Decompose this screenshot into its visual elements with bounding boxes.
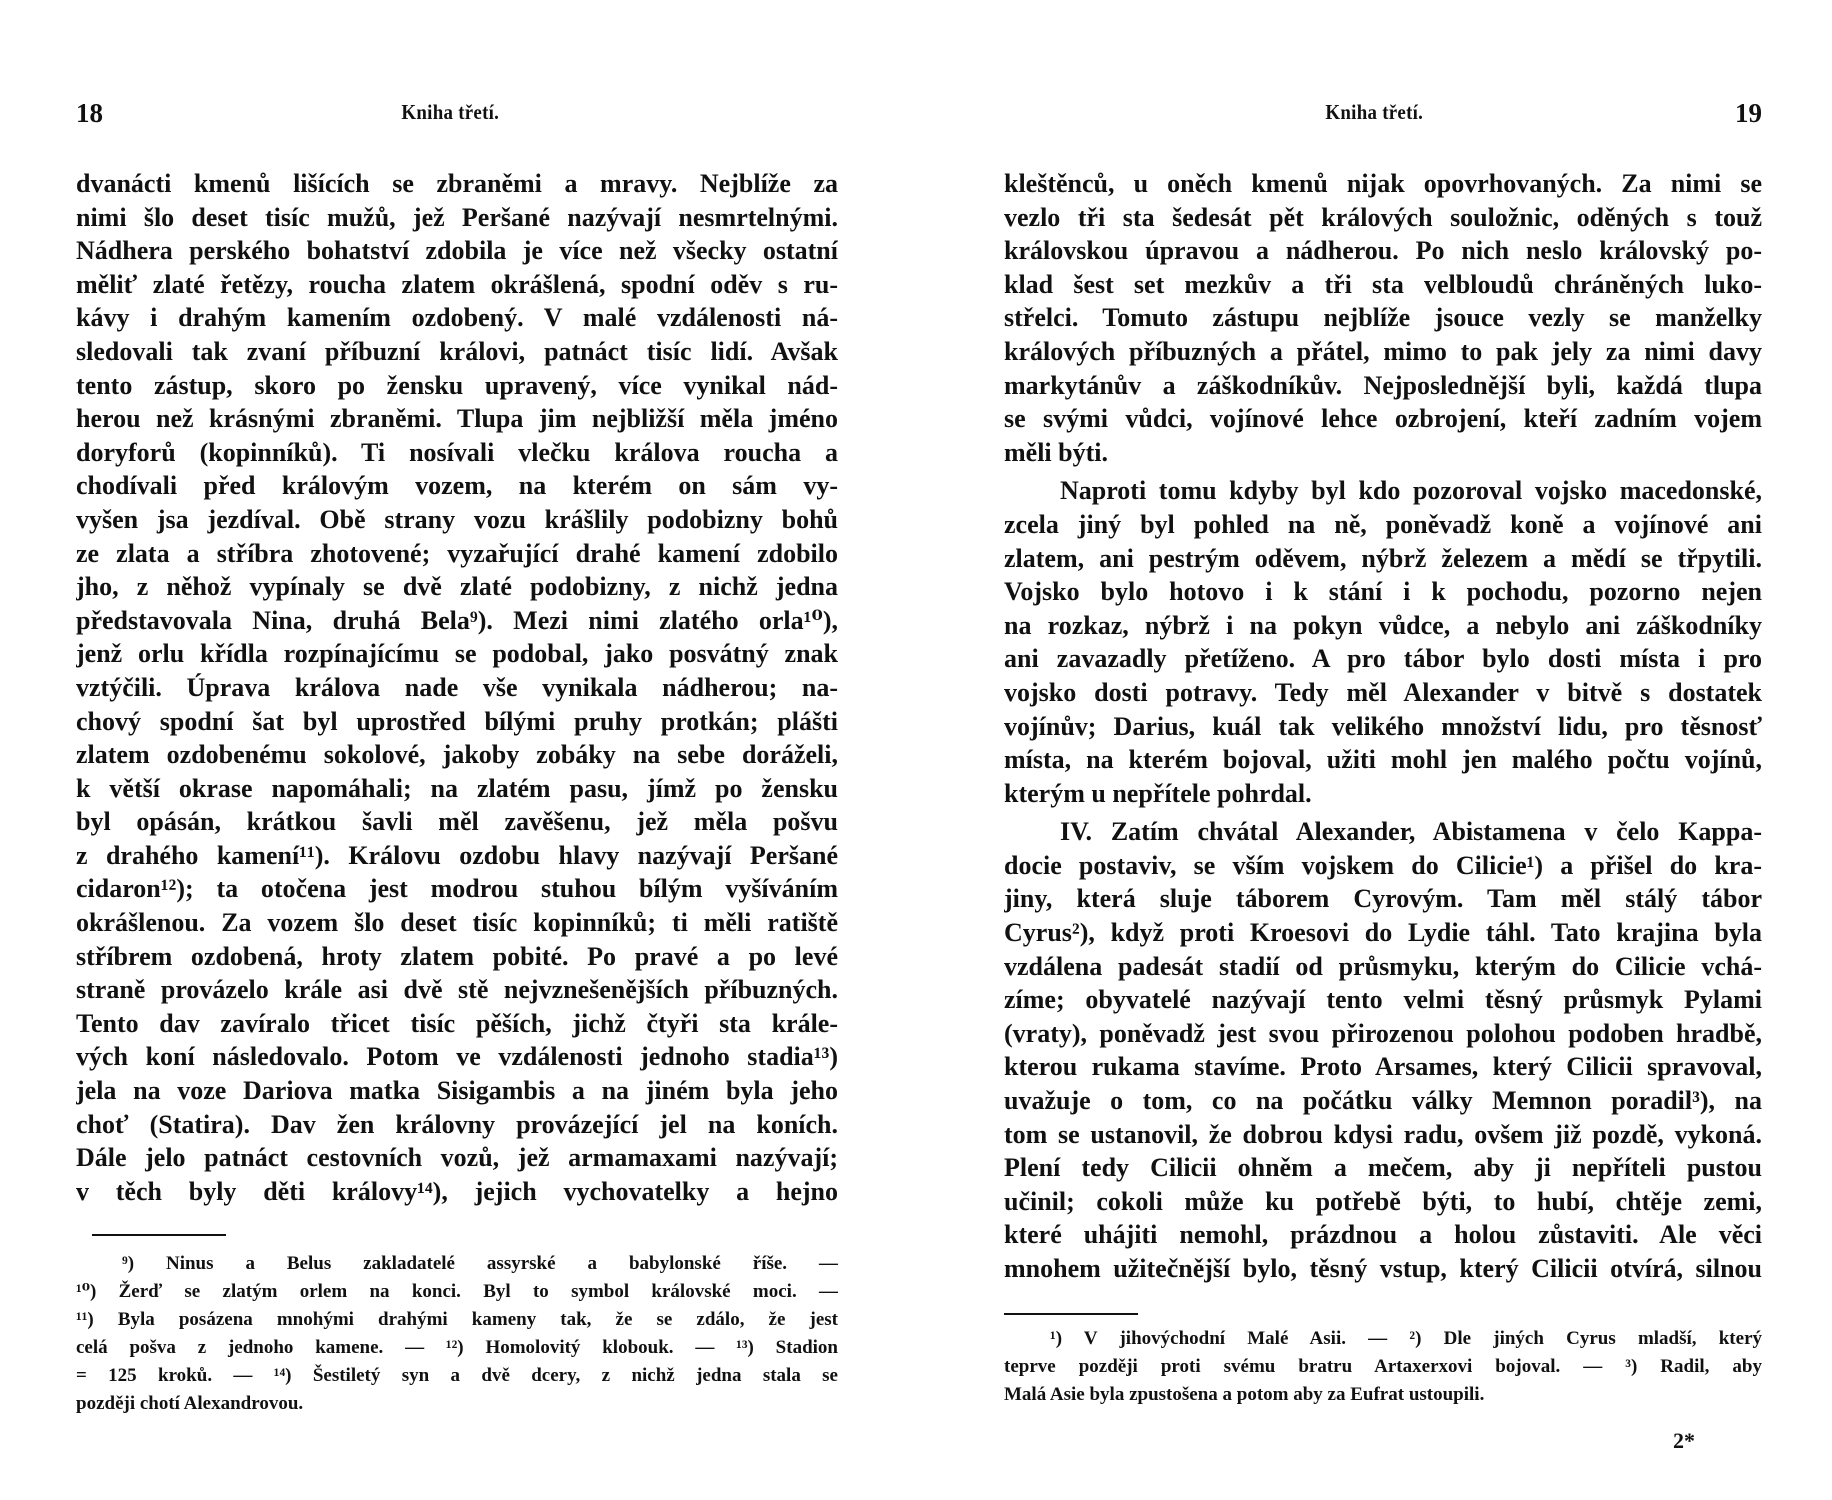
paragraph	[76, 167, 838, 1208]
footnote-line: ¹) V jihovýchodní Malé Asii. — ²) Dle jiných Cyrus mladší, který	[1050, 1328, 1762, 1349]
text-line: Dále jelo patnáct cestovních vozů, jež armamaxami nazývají;	[76, 1143, 838, 1173]
text-line: jho, z něhož vypínaly se dvě zlaté podobizny, z nichž jedna	[76, 572, 838, 602]
text-line: Vojsko bylo hotovo i k stání i k pochodu, pozorno nejen	[1004, 577, 1762, 607]
text-line: z drahého kamení¹¹). Královu ozdobu hlavy nazývají Peršané	[76, 840, 838, 870]
text-line: straně provázelo krále asi dvě stě nejvznešenějších příbuzných.	[76, 975, 838, 1005]
text-line: zlatem, ani pestrým oděvem, nýbrž železem a mědí se třpytili.	[1004, 543, 1762, 573]
body-text	[76, 167, 838, 1208]
text-line: místa, na kterém bojoval, užiti mohl jen malého počtu vojínů,	[1004, 745, 1762, 775]
footnote-line: celá pošva z jednoho kamene. — ¹²) Homolovitý klobouk. — ¹³) Stadion	[76, 1337, 838, 1358]
text-line: Tento dav zavíralo třicet tisíc pěších, jichž čtyři sta krále-	[76, 1008, 838, 1038]
text-line: dvanácti kmenů lišících se zbraněmi a mravy. Nejblíže za	[76, 169, 838, 198]
text-line: v těch byly děti královy¹⁴), jejich vychovatelky a hejno	[76, 1176, 838, 1206]
text-line: královskou úpravou a nádherou. Po nich neslo královský po-	[1004, 236, 1762, 266]
footnote-line: ¹¹) Byla posázena mnohými drahými kameny tak, že se zdálo, že jest	[76, 1309, 838, 1330]
text-line: IV. Zatím chvátal Alexander, Abistamena v čelo Kappa-	[1060, 817, 1762, 847]
text-line: klad šest set mezkův a tři sta velbloudů chráněných luko-	[1004, 269, 1762, 299]
text-line: učinil; cokoli může ku potřebě býti, to hubí, chtěje zemi,	[1004, 1186, 1762, 1216]
text-line: zlatem ozdobenému sokolové, jakoby zobáky na sebe doráželi,	[76, 740, 838, 770]
body-text	[1004, 167, 1762, 1286]
text-line: tento zástup, skoro po žensku upravený, více vynikal nád-	[76, 370, 838, 400]
text-line: choť (Statira). Dav žen královny provázející jel na koních.	[76, 1109, 838, 1139]
text-line: (vraty), poněvadž jest svou přirozenou polohou podoben hradbě,	[1004, 1018, 1762, 1048]
text-line: jenž orlu křídla rozpínajícímu se podobal, jako posvátný znak	[76, 639, 838, 669]
text-line: králových příbuzných a přátel, mimo to pak jely za nimi davy	[1004, 336, 1762, 366]
text-line: docie postaviv, se vším vojskem do Cilicie¹) a přišel do kra-	[1004, 850, 1762, 880]
footnotes	[1004, 1325, 1762, 1409]
text-line: chodívali před královým vozem, na kterém on sám vy-	[76, 471, 838, 501]
text-line: uvažuje o tom, co na počátku války Memnon poradil³), na	[1004, 1086, 1762, 1116]
text-line: herou než krásnými zbraněmi. Tlupa jim nejbližší měla jméno	[76, 404, 838, 434]
signature-mark: 2*	[1673, 1428, 1695, 1453]
text-line: okrášlenou. Za vozem šlo deset tisíc kopinníků; ti měli ratiště	[76, 908, 838, 938]
text-line: ze zlata a stříbra zhotovené; vyzařující drahé kamení zdobilo	[76, 538, 838, 568]
text-line: vztýčili. Úprava králova nade vše vynikala nádherou; na-	[76, 672, 838, 702]
text-line: střelci. Tomuto zástupu nejblíže jsouce vezly se manželky	[1004, 303, 1762, 333]
text-line: kterým u nepřítele pohrdal.	[1004, 778, 1312, 808]
footnote-line: Malá Asie byla zpustošena a potom aby za Eufrat ustoupili.	[1004, 1384, 1485, 1405]
text-line: chový spodní šat byl uprostřed bílými pruhy protkán; plášti	[76, 706, 838, 736]
text-line: Plení tedy Cilicii ohněm a mečem, aby ji nepříteli pustou	[1004, 1153, 1762, 1183]
text-line: jela na voze Dariova matka Sisigambis a na jiném byla jeho	[76, 1076, 838, 1106]
text-line: vých koní následovalo. Potom ve vzdálenosti jednoho stadia¹³)	[76, 1042, 838, 1072]
text-line: vojsko dosti potravy. Tedy měl Alexander v bitvě s dostatek	[1004, 677, 1762, 707]
page-number: 18	[76, 98, 103, 128]
text-line: vojínův; Darius, kuál tak velikého množství lidu, pro těsnosť	[1004, 711, 1762, 741]
text-line: představovala Nina, druhá Bela⁹). Mezi nimi zlatého orla¹⁰),	[76, 605, 838, 635]
footnote-line: později chotí Alexandrovou.	[76, 1393, 304, 1414]
text-line: k větší okrase napomáhali; na zlatém pasu, jímž po žensku	[76, 773, 838, 803]
text-line: doryforů (kopinníků). Ti nosívali vlečku králova roucha a	[76, 437, 838, 467]
footnote-line: ⁹) Ninus a Belus zakladatelé assyrské a babylonské říše. —	[122, 1253, 838, 1274]
text-line: jiny, která sluje táborem Cyrovým. Tam měl stálý tábor	[1004, 884, 1762, 914]
text-line: cidaron¹²); ta otočena jest modrou stuhou bílým vyšíváním	[76, 874, 838, 904]
text-line: kávy i drahým kamením ozdobený. V malé vzdálenosti ná-	[76, 303, 838, 333]
left-page	[76, 0, 838, 1500]
text-line: kterou rukama stavíme. Proto Arsames, který Cilicii spravoval,	[1004, 1052, 1762, 1082]
text-line: byl opásán, krátkou šavli měl zavěšenu, jež měla pošvu	[76, 807, 838, 837]
text-line: na rozkaz, nýbrž i na pokyn vůdce, a nebylo ani záškodníky	[1004, 610, 1762, 640]
text-line: vezlo tři sta šedesát pět králových souložnic, oděných s touž	[1004, 202, 1762, 232]
footnote-rule	[92, 1234, 226, 1236]
paragraph	[1004, 167, 1762, 469]
text-line: Nádhera perského bohatství zdobila je více než všecky ostatní	[76, 236, 838, 266]
text-line: měliť zlaté řetězy, roucha zlatem okrášlená, spodní oděv s ru-	[76, 269, 838, 299]
text-line: stříbrem ozdobená, hroty zlatem pobité. Po pravé a po levé	[76, 941, 838, 971]
text-line: nimi šlo deset tisíc mužů, jež Peršané nazývají nesmrtelnými.	[76, 202, 838, 232]
text-line: tom se ustanovil, že dobrou kdysi radu, ovšem již pozdě, vykoná.	[1004, 1119, 1762, 1149]
paragraph	[1004, 815, 1762, 1285]
text-line: které uhájiti nemohl, prázdnou a holou zůstaviti. Ale věci	[1004, 1220, 1762, 1250]
text-line: ani zavazadly přetíženo. A pro tábor bylo dosti místa i pro	[1004, 644, 1762, 674]
text-line: kleštěnců, u oněch kmenů nijak opovrhovaných. Za nimi se	[1004, 169, 1762, 198]
footnote-rule	[1004, 1313, 1138, 1315]
footnote-line: ¹⁰) Žerď se zlatým orlem na konci. Byl to symbol královské moci. —	[76, 1281, 838, 1302]
text-line: vzdálena padesát stadií od průsmyku, kterým do Cilicie vchá-	[1004, 951, 1762, 981]
page-number: 19	[1735, 98, 1762, 128]
text-line: markytánův a záškodníkův. Nejposlednější byli, každá tlupa	[1004, 370, 1762, 400]
text-line: zíme; obyvatelé nazývají tento velmi těsný průsmyk Pylami	[1004, 985, 1762, 1015]
text-line: zcela jiný byl pohled na ně, poněvadž koně a vojínové ani	[1004, 509, 1762, 539]
text-line: vyšen jsa jezdíval. Obě strany vozu krášlily podobizny bohů	[76, 504, 838, 534]
text-line: měli býti.	[1004, 437, 1108, 467]
text-line: Cyrus²), když proti Kroesovi do Lydie táhl. Tato krajina byla	[1004, 918, 1762, 948]
footnote-line: teprve později proti svému bratru Artaxerxovi bojoval. — ³) Radil, aby	[1004, 1356, 1762, 1377]
paragraph	[1004, 474, 1762, 810]
footnotes	[76, 1250, 838, 1418]
running-head: Kniha třetí.	[1325, 100, 1424, 124]
right-page	[1004, 0, 1762, 1500]
footnote-line: = 125 kroků. — ¹⁴) Šestiletý syn a dvě dcery, z nichž jedna stala se	[76, 1365, 838, 1386]
text-line: Naproti tomu kdyby byl kdo pozoroval vojsko macedonské,	[1060, 476, 1762, 506]
text-line: sledovali tak zvaní příbuzní královi, patnáct tisíc lidí. Avšak	[76, 336, 838, 366]
text-line: mnohem užitečnější bylo, těsný vstup, který Cilicii otvírá, silnou	[1004, 1254, 1762, 1283]
text-line: se svými vůdci, vojínové lehce ozbrojení, kteří zadním vojem	[1004, 404, 1762, 434]
running-head: Kniha třetí.	[401, 100, 500, 124]
